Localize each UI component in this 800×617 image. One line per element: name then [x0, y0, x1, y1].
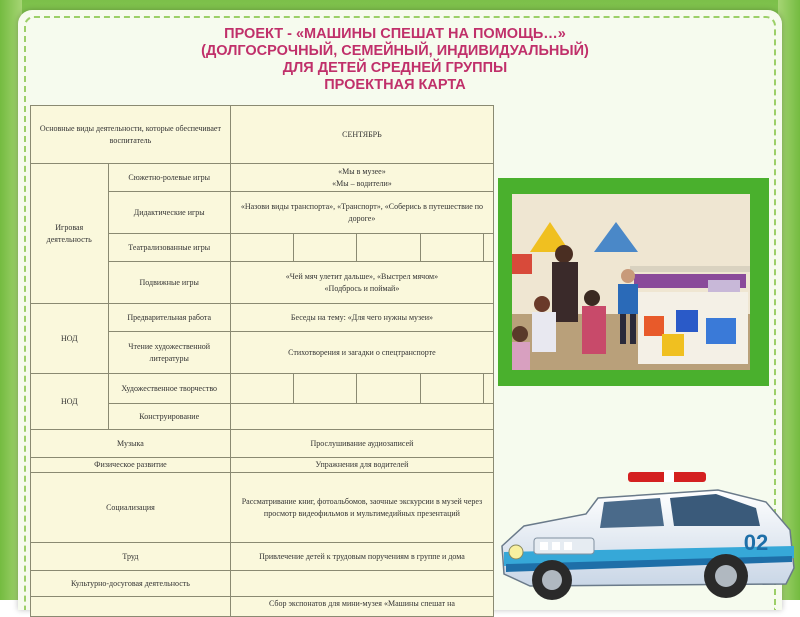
car-number: 02 [743, 530, 769, 555]
cell-didactic-value: «Назови виды транспорта», «Транспорт», «Соберись в путешествие по дороге» [230, 192, 493, 234]
project-map-table [30, 105, 494, 617]
photo-frame [498, 178, 769, 386]
cell-physical: Физическое развитие [31, 458, 231, 473]
cell-empty [294, 234, 357, 262]
title-line-4: ПРОЕКТНАЯ КАРТА [324, 77, 466, 93]
cell-social-value: Рассматривание книг, фотоальбомов, заочные экскурсии в музей через просмотр видеофильмов и мультимедийных презентаций [230, 473, 493, 543]
cell-empty [294, 374, 357, 404]
cell-role-games: Сюжетно-ролевые игры [108, 164, 230, 192]
cell-prelim-work: Предварительная работа [108, 304, 230, 332]
cell-empty [420, 374, 483, 404]
role-games-value-2: «Мы – водители» [332, 178, 392, 188]
header-month: СЕНТЯБРЬ [230, 106, 493, 164]
cell-play-group: Игровая деятельность [31, 164, 109, 304]
cell-fiction: Чтение художественной литературы [108, 332, 230, 374]
cell-labour-value: Привлечение детей к трудовым поручениям в группе и дома [230, 543, 493, 571]
table-row [31, 458, 494, 473]
cell-role-games-value [230, 164, 493, 192]
slide-title [100, 26, 690, 94]
cell-nod-1: НОД [31, 304, 109, 374]
cell-nod-2: НОД [31, 374, 109, 430]
classroom-photo [512, 194, 750, 370]
title-line-1: ПРОЕКТ - «МАШИНЫ СПЕШАТ НА ПОМОЩЬ…» [224, 26, 566, 42]
table-row [31, 164, 494, 192]
table-row [31, 374, 494, 404]
cell-leisure: Культурно-досуговая деятельность [31, 571, 231, 597]
title-line-3: ДЛЯ ДЕТЕЙ СРЕДНЕЙ ГРУППЫ [282, 60, 508, 76]
cell-didactic-games: Дидактические игры [108, 192, 230, 234]
cell-empty [230, 234, 293, 262]
police-car-illustration [494, 468, 800, 600]
cell-empty [420, 234, 483, 262]
role-games-value-1: «Мы в музее» [338, 166, 386, 176]
cell-labour: Труд [31, 543, 231, 571]
table-row [31, 304, 494, 332]
cell-empty [357, 374, 420, 404]
cell-music: Музыка [31, 430, 231, 458]
cell-social: Социализация [31, 473, 231, 543]
cell-prelim-value: Беседы на тему: «Для чего нужны музеи» [230, 304, 493, 332]
cell-empty [483, 374, 493, 404]
cell-empty [230, 404, 493, 430]
cell-construct: Конструирование [108, 404, 230, 430]
cell-art: Художественное творчество [108, 374, 230, 404]
table-row [31, 106, 494, 164]
cell-empty [357, 234, 420, 262]
cell-theatre-games: Театрализованные игры [108, 234, 230, 262]
classroom-illustration [512, 194, 750, 370]
header-activities: Основные виды деятельности, которые обеспечивает воспитатель [31, 106, 231, 164]
table-row [31, 571, 494, 597]
cell-music-value: Прослушивание аудиозаписей [230, 430, 493, 458]
title-line-2: (ДОЛГОСРОЧНЫЙ, СЕМЕЙНЫЙ, ИНДИВИДУАЛЬНЫЙ) [201, 43, 589, 59]
cell-fiction-value: Стихотворения и загадки о спецтранспорте [230, 332, 493, 374]
cell-outdoor-value [230, 262, 493, 304]
cell-last-value: Сбор экспонатов для мини-музея «Машины спешат на [230, 597, 493, 617]
cell-empty [230, 571, 493, 597]
table-row [31, 543, 494, 571]
cell-physical-value: Упражнения для водителей [230, 458, 493, 473]
table-row [31, 473, 494, 543]
outdoor-value-1: «Чей мяч улетит дальше», «Выстрел мячом» [285, 271, 439, 281]
cell-empty [230, 374, 293, 404]
cell-empty [483, 234, 493, 262]
table-row [31, 430, 494, 458]
cell-outdoor-games: Подвижные игры [108, 262, 230, 304]
outdoor-value-2: «Подбрось и поймай» [324, 283, 400, 293]
